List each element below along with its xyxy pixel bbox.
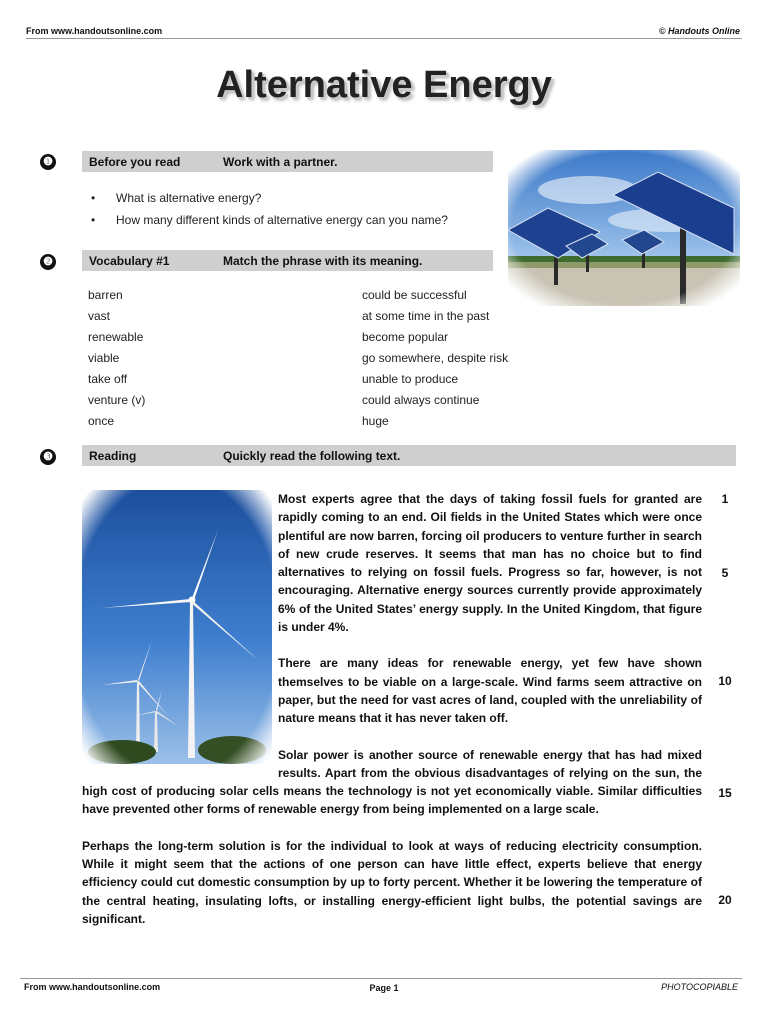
vocab-meaning: unable to produce <box>362 372 459 386</box>
header-copyright: © Handouts Online <box>658 26 740 36</box>
footer-note: PHOTOCOPIABLE <box>661 982 738 992</box>
vocab-meaning: become popular <box>362 330 449 344</box>
vocab-meaning: at some time in the past <box>362 309 490 323</box>
section-number-1: ❶ <box>40 154 56 170</box>
reading-text <box>82 490 702 946</box>
wind-turbines-photo <box>82 490 278 764</box>
solar-panels-photo <box>508 150 740 306</box>
line-number: 5 <box>721 566 729 580</box>
section-label: Reading <box>89 449 137 463</box>
line-number: 1 <box>721 492 729 506</box>
reading-paragraph: There are many ideas for renewable energy, yet few have shown themselves to be viable on a large-scale. Wind farms seem attractive on paper, but the need for vast acres of land, coupled with the unreliability of nature means that it has never taken off. <box>278 656 702 726</box>
line-number: 20 <box>718 893 732 907</box>
footer-divider <box>20 978 742 979</box>
section-label: Before you read <box>89 155 181 169</box>
page-number: Page 1 <box>369 983 399 993</box>
section-bar-reading <box>82 445 736 466</box>
vocab-meaning: could always continue <box>362 393 480 407</box>
header-divider <box>26 38 742 39</box>
vocab-word: once <box>88 414 115 428</box>
section-instruction: Match the phrase with its meaning. <box>223 254 423 268</box>
section-number-3: ❸ <box>40 449 56 465</box>
page-title: Alternative Energy <box>216 64 552 106</box>
vocab-meaning: huge <box>362 414 389 428</box>
vocab-word: venture (v) <box>88 393 146 407</box>
section-number-2: ❷ <box>40 254 56 270</box>
reading-paragraph: Solar power is another source of renewable energy that has had mixed results. Apart from the obvious disadvantages of relying on the sun, the high cost of producing solar cells means the technology is not yet economically viable. Similar difficulties have prevented other forms of renewable energy from being implemented on a large scale. <box>82 747 702 817</box>
section-instruction: Work with a partner. <box>223 155 338 169</box>
header-source: From www.handoutsonline.com <box>26 26 163 36</box>
reading-paragraph: Most experts agree that the days of taking fossil fuels for granted are rapidly coming to an end. Oil fields in the United States which were once plentiful are now barren, forcing oil producers to venture further in search of new crude reserves. It seems that man has no choice but to find alternatives to relying on fossil fuels. Progress so far, however, is not encouraging. Alternative energy sources currently provide approximately 6% of the United States’ energy supply. In the United Kingdom, that figure is under 4%. <box>278 492 702 635</box>
section-bar-before-you-read <box>82 151 493 172</box>
section-instruction: Quickly read the following text. <box>223 449 401 463</box>
vocab-word: barren <box>88 288 123 302</box>
section-label: Vocabulary #1 <box>89 254 170 268</box>
vocab-word: vast <box>88 309 111 323</box>
vocab-word: renewable <box>88 330 144 344</box>
footer-source: From www.handoutsonline.com <box>24 982 161 992</box>
vocab-word: take off <box>88 372 128 386</box>
section-bar-vocabulary <box>82 250 493 271</box>
line-number: 15 <box>718 786 732 800</box>
reading-paragraph: Perhaps the long-term solution is for the individual to look at ways of reducing electricity consumption. While it might seem that the actions of one person can have little effect, experts believe that energy efficiency could cut domestic consumption by up to forty percent. Whether it be lowering the temperature of the central heating, insulating lofts, or installing energy-efficient light bulbs, the potential savings are significant. <box>82 838 702 926</box>
vocab-word: viable <box>88 351 120 365</box>
vocab-meaning: could be successful <box>362 288 467 302</box>
line-number: 10 <box>718 674 732 688</box>
vocab-meaning: go somewhere, despite risk <box>362 351 509 365</box>
